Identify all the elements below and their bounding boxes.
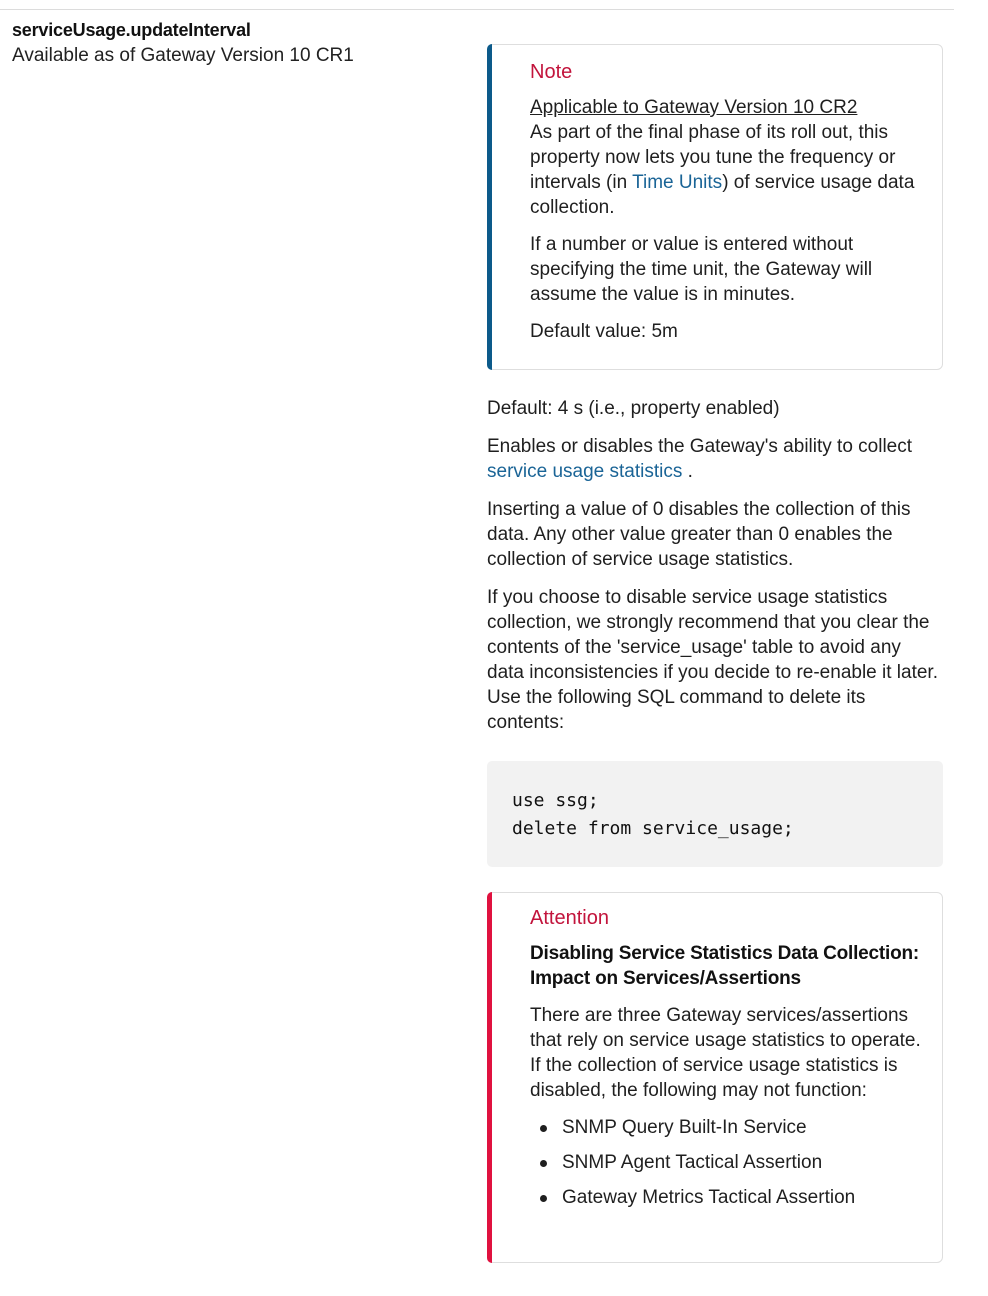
list-item: SNMP Query Built-In Service [530, 1115, 922, 1140]
note-paragraph-1 [530, 95, 922, 220]
note-text-after-link: ) of service usage data collection. [530, 172, 915, 218]
property-name: serviceUsage.updateInterval [12, 20, 251, 40]
note-callout [487, 44, 943, 370]
inserting-paragraph: Inserting a value of 0 disables the collection of this data. Any other value greater than 0 enables the collection of service usage statistics. [487, 499, 911, 570]
note-text-before-link: As part of the final phase of its roll out, this property now lets you tune the frequency or intervals (in [530, 122, 896, 193]
attention-accent-bar [487, 892, 492, 1263]
attention-heading: Disabling Service Statistics Data Collection: Impact on Services/Assertions [530, 943, 920, 989]
note-accent-bar [487, 44, 492, 370]
property-description [487, 44, 943, 1263]
list-item: SNMP Agent Tactical Assertion [530, 1150, 922, 1175]
enables-trailing: . [682, 461, 693, 482]
bullet-icon [540, 1160, 547, 1167]
attention-text: There are three Gateway services/assertions that rely on service usage statistics to operate. If the collection of service usage statistics is disabled, the following may not function: [530, 1005, 921, 1101]
property-availability: Available as of Gateway Version 10 CR1 [12, 45, 354, 66]
attention-callout [487, 892, 943, 1263]
sql-code-block [487, 761, 943, 867]
attention-title: Attention [530, 907, 609, 929]
disable-paragraph: If you choose to disable service usage statistics collection, we strongly recommend that you clear the contents of the 'service_usage' table to avoid any data inconsistencies if you decide to re-enable it later. Use the following SQL command to delete its contents: [487, 587, 938, 733]
top-divider [0, 9, 954, 10]
attention-list [530, 1115, 922, 1210]
note-title: Note [530, 61, 573, 83]
service-usage-statistics-link[interactable]: service usage statistics [487, 461, 683, 482]
enables-text: Enables or disables the Gateway's ability to collect [487, 436, 913, 457]
applies-to-link[interactable]: Applicable to Gateway Version 10 CR2 [530, 97, 858, 118]
time-units-link[interactable]: Time Units [632, 172, 723, 193]
note-default-value: Default value: 5m [530, 321, 678, 342]
note-paragraph-2: If a number or value is entered without specifying the time unit, the Gateway will assume the value is in minutes. [530, 234, 873, 305]
code-line-2: delete from service_usage; [512, 818, 794, 839]
bullet-icon [540, 1125, 547, 1132]
list-item: Gateway Metrics Tactical Assertion [530, 1185, 922, 1210]
bullet-icon [540, 1195, 547, 1202]
default-text: Default: 4 s (i.e., property enabled) [487, 398, 780, 419]
enables-paragraph [487, 434, 943, 484]
code-line-1: use ssg; [512, 790, 599, 811]
